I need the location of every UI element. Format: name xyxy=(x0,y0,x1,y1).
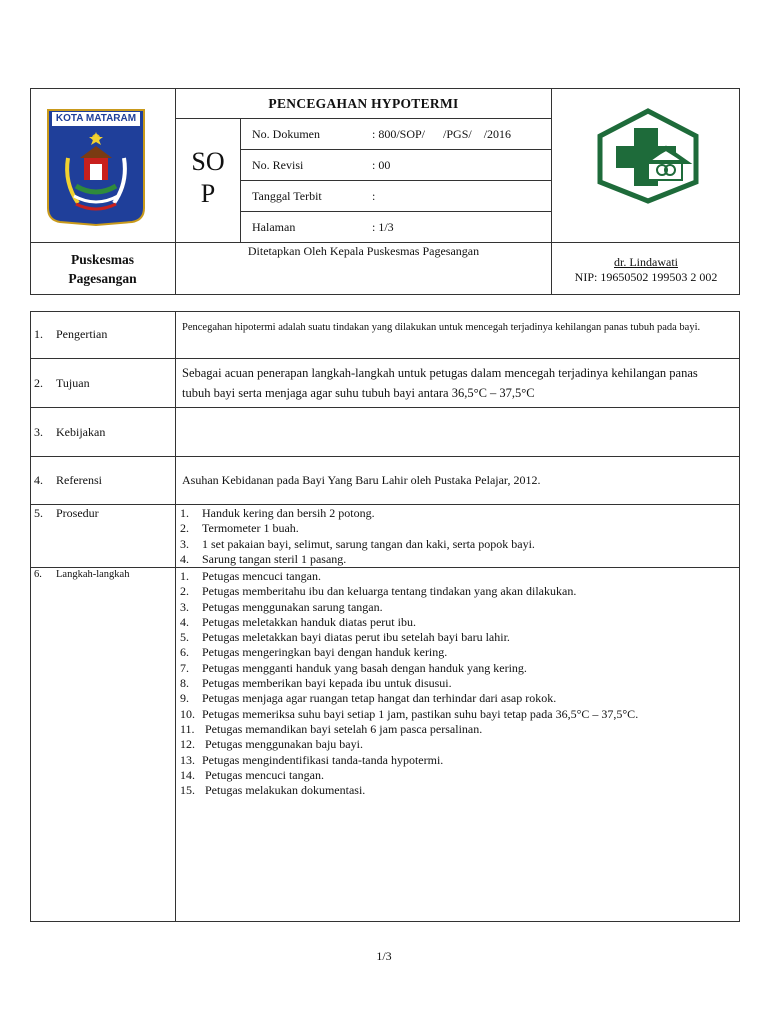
section-label-pengertian xyxy=(34,327,107,342)
section-label-prosedur xyxy=(34,506,99,521)
meta-row-label: Halaman xyxy=(252,220,296,234)
kota-mataram-logo xyxy=(46,108,146,226)
sop-label xyxy=(176,146,240,210)
list-item: 2. Petugas memberitahu ibu dan keluarga tentang tindakan yang akan dilakukan. xyxy=(180,584,577,599)
meta-row-label: No. Dokumen xyxy=(252,127,320,141)
puskesmas-logo xyxy=(596,108,700,204)
organization-line-2: Pagesangan xyxy=(68,271,137,286)
list-item: 5. Petugas meletakkan bayi diatas perut ibu setelah bayi baru lahir. xyxy=(180,630,510,645)
signer-nip: NIP: 19650502 199503 2 002 xyxy=(574,270,718,284)
section-title: Tujuan xyxy=(56,376,90,390)
list-item: 13. Petugas mengindentifikasi tanda-tanda hypotermi. xyxy=(180,752,444,767)
meta-row-value: : 800/SOP/ /PGS/ /2016 xyxy=(372,127,512,141)
section-text-referensi: Asuhan Kebidanan pada Bayi Yang Baru Lahir oleh Pustaka Pelajar, 2012. xyxy=(182,473,541,487)
list-item: 14. Petugas mencuci tangan. xyxy=(180,767,324,782)
section-title: Referensi xyxy=(56,473,102,487)
content-divider xyxy=(30,358,740,359)
list-item: 4. Sarung tangan steril 1 pasang. xyxy=(180,551,347,566)
section-number: 6. xyxy=(34,569,42,580)
section-label-tujuan xyxy=(34,376,90,391)
meta-row-value: : xyxy=(372,189,376,203)
meta-row-value: : 00 xyxy=(372,158,391,172)
list-item: 12. Petugas menggunakan baju bayi. xyxy=(180,737,363,752)
list-item: 1. Handuk kering dan bersih 2 potong. xyxy=(180,506,375,520)
section-text-pengertian: Pencegahan hipotermi adalah suatu tindakan yang dilakukan untuk mencegah terjadinya kehilangan panas tubuh pada bayi. xyxy=(182,322,701,333)
content-divider xyxy=(30,407,740,408)
content-divider xyxy=(30,504,740,505)
logo-text: KOTA MATARAM xyxy=(55,113,137,124)
list-item: 15. Petugas melakukan dokumentasi. xyxy=(180,783,366,798)
section-text-tujuan: Sebagai acuan penerapan langkah-langkah untuk petugas dalam mencegah terjadinya kehilangan panas tubuh bayi serta menjaga agar suhu tubuh bayi antara 36,5°C – 37,5°C xyxy=(182,366,698,400)
header-divider xyxy=(175,118,551,119)
list-item: 6. Petugas mengeringkan bayi dengan handuk kering. xyxy=(180,645,448,660)
header-divider xyxy=(240,149,551,150)
section-title: Langkah-langkah xyxy=(56,569,130,580)
section-number: 4. xyxy=(34,473,43,487)
section-number: 1. xyxy=(34,327,43,341)
list-item: 10. Petugas memeriksa suhu bayi setiap 1 jam, pastikan suhu bayi tetap pada 36,5°C – 37,5°C. xyxy=(180,706,639,721)
content-divider xyxy=(175,311,176,922)
document-title: PENCEGAHAN HYPOTERMI xyxy=(268,96,459,111)
content-divider xyxy=(30,456,740,457)
list-item: 3. Petugas menggunakan sarung tangan. xyxy=(180,599,383,614)
approval-statement: Ditetapkan Oleh Kepala Puskesmas Pagesangan xyxy=(247,244,480,258)
langkah-list xyxy=(180,569,736,798)
list-item: 11. Petugas memandikan bayi setelah 6 jam pasca persalinan. xyxy=(180,721,483,736)
organization-name xyxy=(30,250,175,288)
meta-row-value: : 1/3 xyxy=(372,220,394,234)
puskesmas-cross-icon xyxy=(596,108,700,204)
list-item: 1. Petugas mencuci tangan. xyxy=(180,569,321,583)
list-item: 2. Termometer 1 buah. xyxy=(180,521,299,536)
header-divider xyxy=(240,180,551,181)
list-item: 9. Petugas menjaga agar ruangan tetap hangat dan terhindar dari asap rokok. xyxy=(180,691,557,706)
section-label-kebijakan xyxy=(34,425,105,440)
prosedur-list xyxy=(180,506,736,567)
meta-row-label: No. Revisi xyxy=(252,158,304,172)
list-item: 4. Petugas meletakkan handuk diatas perut ibu. xyxy=(180,614,416,629)
list-item: 8. Petugas memberikan bayi kepada ibu untuk disusui. xyxy=(180,676,452,691)
section-label-referensi xyxy=(34,473,102,488)
section-label-langkah xyxy=(34,569,129,580)
list-item: 3. 1 set pakaian bayi, selimut, sarung tangan dan kaki, serta popok bayi. xyxy=(180,536,535,551)
section-title: Kebijakan xyxy=(56,425,106,439)
section-title: Pengertian xyxy=(56,327,108,341)
signer-name: dr. Lindawati xyxy=(614,255,678,269)
organization-line-1: Puskesmas xyxy=(70,252,134,267)
section-number: 2. xyxy=(34,376,43,390)
meta-row-label: Tanggal Terbit xyxy=(252,189,322,203)
page-number: 1/3 xyxy=(376,949,392,963)
section-number: 5. xyxy=(34,506,43,520)
section-title: Prosedur xyxy=(56,506,99,520)
header-divider xyxy=(240,211,551,212)
sop-line-2: P xyxy=(200,179,216,208)
sop-line-1: SO xyxy=(191,147,225,176)
section-number: 3. xyxy=(34,425,43,439)
list-item: 7. Petugas mengganti handuk yang basah dengan handuk yang kering. xyxy=(180,660,527,675)
header-divider xyxy=(30,242,740,243)
